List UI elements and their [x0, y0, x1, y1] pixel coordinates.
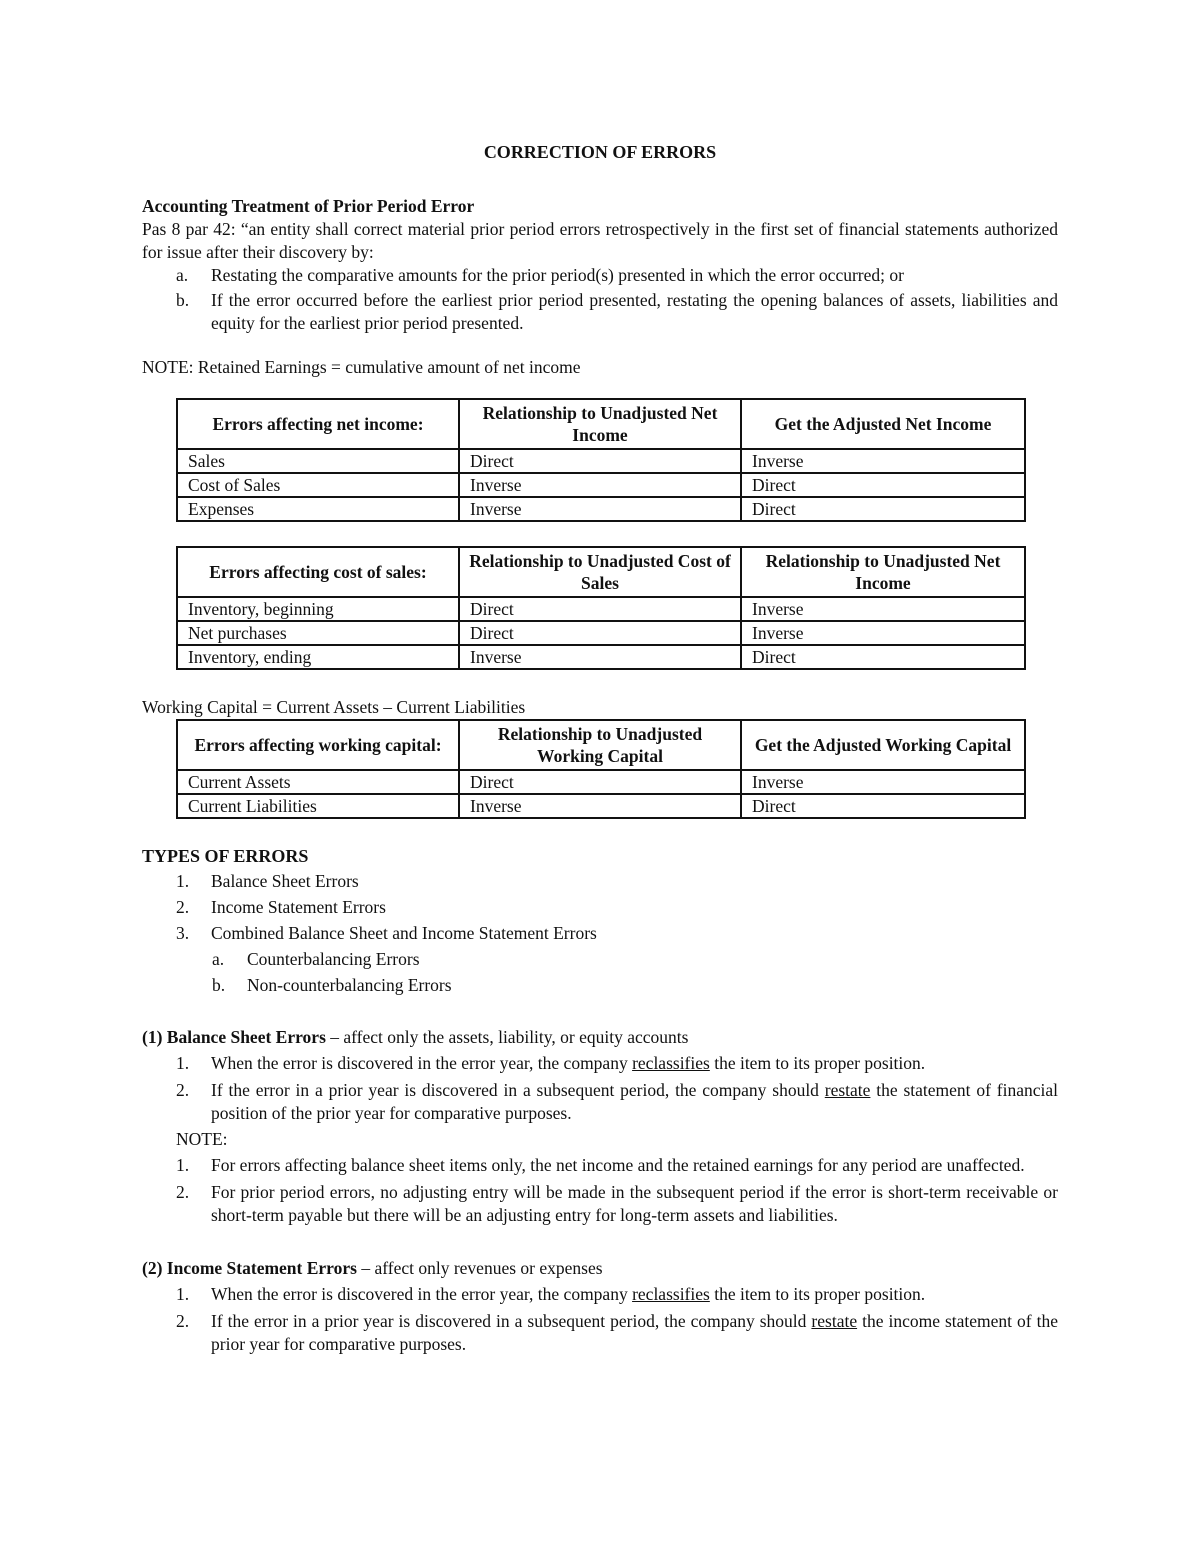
pas8-paragraph: Pas 8 par 42: “an entity shall correct material prior period errors retrospectively in the first set of financial statements authorized for issue after their discovery by: [142, 219, 1058, 262]
note-retained-earnings: NOTE: Retained Earnings = cumulative amount of net income [142, 357, 581, 377]
table-header: Get the Adjusted Net Income [741, 399, 1025, 449]
table-header: Relationship to Unadjusted Net Income [459, 399, 741, 449]
document-title: CORRECTION OF ERRORS [483, 142, 717, 162]
list-item: a. Restating the comparative amounts for the prior period(s) presented in which the error occurred; or [176, 265, 904, 285]
balance-sheet-notes [142, 1154, 1058, 1227]
table-header: Get the Adjusted Working Capital [741, 720, 1025, 770]
balance-sheet-errors-heading: (1) Balance Sheet Errors [142, 1027, 326, 1047]
table-header: Errors affecting working capital: [177, 720, 459, 770]
list-item: 2. Income Statement Errors [176, 897, 386, 917]
types-of-errors-heading: TYPES OF ERRORS [142, 846, 309, 866]
section-heading-prior-period: Accounting Treatment of Prior Period Error [142, 196, 475, 216]
working-capital-formula: Working Capital = Current Assets – Current Liabilities [142, 697, 526, 717]
table-cost-of-sales [176, 546, 1026, 670]
table-net-income [176, 398, 1026, 522]
table-header: Relationship to Unadjusted Net Income [741, 547, 1025, 597]
list-item: 2. If the error in a prior year is discovered in a subsequent period, the company should restate the income statement of the prior year for comparative purposes. [176, 1311, 1058, 1354]
table-row: Inventory, ending Inverse Direct [177, 645, 1025, 669]
table-working-capital [176, 719, 1026, 819]
table-row: Current Assets Direct Inverse [177, 770, 1025, 794]
list-item: 1. When the error is discovered in the error year, the company reclassifies the item to its proper position. [176, 1053, 926, 1073]
income-statement-errors-heading: (2) Income Statement Errors [142, 1258, 357, 1278]
table-row: Sales Direct Inverse [177, 449, 1025, 473]
list-item: 2. For prior period errors, no adjusting entry will be made in the subsequent period if the error is short-term receivable or short-term payable but there will be an adjusting entry for long-term assets and liabilities. [176, 1182, 1058, 1225]
balance-sheet-note-label: NOTE: [176, 1129, 228, 1149]
restatement-list [142, 264, 1058, 335]
list-item: 1. When the error is discovered in the error year, the company reclassifies the item to its proper position. [176, 1284, 926, 1304]
types-sublist [142, 946, 1058, 998]
list-item: a. Counterbalancing Errors [212, 949, 420, 969]
table-row: Cost of Sales Inverse Direct [177, 473, 1025, 497]
document-page [142, 140, 1058, 1356]
table-row: Current Liabilities Inverse Direct [177, 794, 1025, 818]
income-statement-errors-line: (2) Income Statement Errors – affect only revenues or expenses [142, 1258, 603, 1278]
balance-sheet-list [142, 1052, 1058, 1125]
list-item: 3. Combined Balance Sheet and Income Statement Errors [176, 923, 597, 943]
list-item: 2. If the error in a prior year is discovered in a subsequent period, the company should restate the statement of financial position of the prior year for comparative purposes. [176, 1080, 1058, 1123]
list-item: 1. Balance Sheet Errors [176, 871, 359, 891]
table-header: Errors affecting cost of sales: [177, 547, 459, 597]
types-list [142, 868, 1058, 946]
balance-sheet-errors-line: (1) Balance Sheet Errors – affect only the assets, liability, or equity accounts [142, 1027, 689, 1047]
table-row: Net purchases Direct Inverse [177, 621, 1025, 645]
list-item: 1. For errors affecting balance sheet items only, the net income and the retained earnings for any period are unaffected. [176, 1155, 1025, 1175]
list-item: b. Non-counterbalancing Errors [212, 975, 452, 995]
income-statement-list [142, 1283, 1058, 1356]
table-row: Inventory, beginning Direct Inverse [177, 597, 1025, 621]
table-header: Errors affecting net income: [177, 399, 459, 449]
list-item: b. If the error occurred before the earliest prior period presented, restating the opening balances of assets, liabilities and equity for the earliest prior period presented. [176, 290, 1058, 333]
table-header: Relationship to Unadjusted Working Capital [459, 720, 741, 770]
table-row: Expenses Inverse Direct [177, 497, 1025, 521]
table-header: Relationship to Unadjusted Cost of Sales [459, 547, 741, 597]
